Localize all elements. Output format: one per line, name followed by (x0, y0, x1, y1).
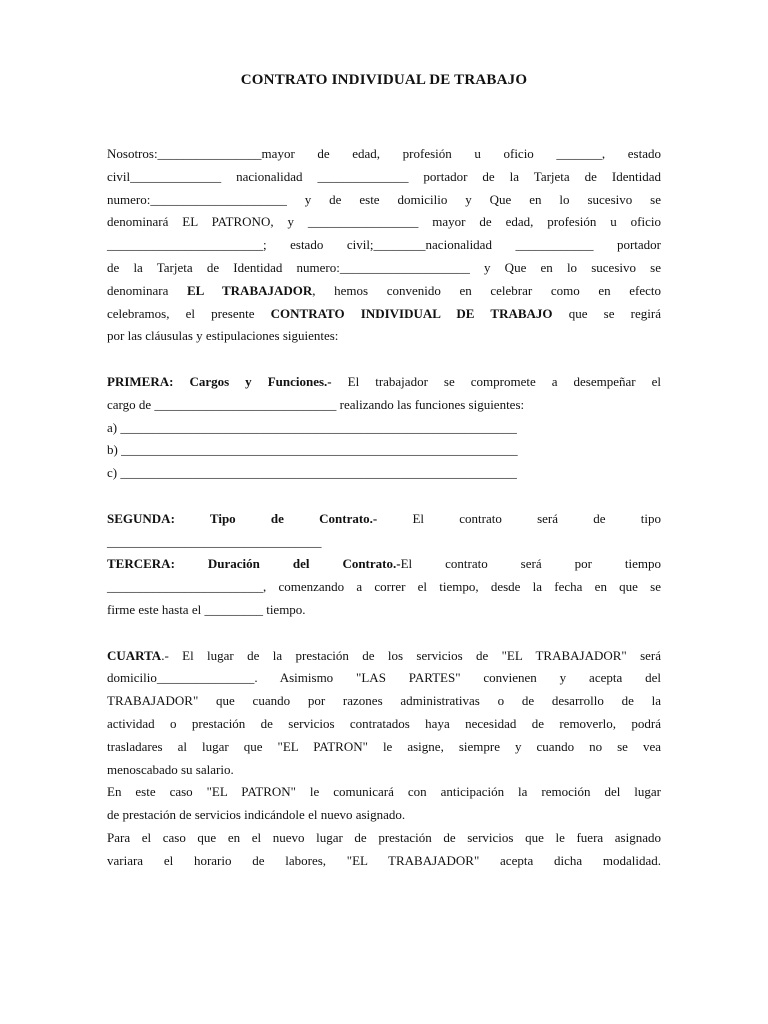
preamble-text: denominara (107, 282, 187, 298)
function-item: c) _____________________________________________________________ (107, 465, 517, 481)
contract-name: CONTRATO INDIVIDUAL DE TRABAJO (270, 305, 553, 321)
document-body (107, 143, 661, 873)
clause-line: cargo de ____________________________ realizando las funciones siguientes: (107, 396, 525, 412)
preamble-text: celebramos, el presente (107, 305, 271, 321)
clause-line: TRABAJADOR" que cuando por razones administrativas o de desarrollo de la (107, 693, 661, 709)
clause-primera (107, 371, 661, 394)
clause-line: En este caso "EL PATRON" le comunicará con anticipación la remoción del lugar (107, 784, 661, 800)
function-item: a) _____________________________________________________________ (107, 419, 517, 435)
clause-line: ________________________, comenzando a correr el tiempo, desde la fecha en que se (107, 579, 661, 595)
clause-text: .- El lugar de la prestación de los servicios de "EL TRABAJADOR" será (161, 647, 661, 663)
clause-text: El contrato será de tipo (377, 510, 661, 526)
party-employee: EL TRABAJADOR (186, 282, 313, 298)
function-item: b) _____________________________________________________________ (107, 442, 518, 458)
clause-line: _________________________________ (107, 533, 322, 549)
preamble-line: Nosotros:________________mayor de edad, profesión u oficio _______, estado (107, 146, 661, 161)
clause-heading: TERCERA: Duración del Contrato.- (107, 556, 401, 572)
preamble-line: numero:_____________________ y de este domicilio y Que en lo sucesivo se (107, 191, 661, 207)
preamble-line: civil______________ nacionalidad ______________ portador de la Tarjeta de Identidad (107, 168, 661, 184)
clause-heading: CUARTA (107, 647, 162, 663)
preamble-line (107, 280, 661, 303)
clause-line: de prestación de servicios indicándole el nuevo asignado. (107, 807, 406, 823)
clause-text: El contrato será por tiempo (400, 556, 661, 572)
preamble-line: denominará EL PATRONO, y _________________ mayor de edad, profesión u oficio (107, 214, 661, 230)
preamble-line: de la Tarjeta de Identidad numero:____________________ y Que en lo sucesivo se (107, 259, 661, 275)
clause-text: El trabajador se compromete a desempeñar el (331, 373, 662, 389)
document-title: CONTRATO INDIVIDUAL DE TRABAJO (240, 72, 528, 88)
preamble-line (107, 303, 661, 326)
preamble-text: que se regirá (552, 305, 661, 321)
clause-line: domicilio_______________. Asimismo "LAS PARTES" convienen y acepta del (107, 670, 661, 686)
clause-line: variara el horario de labores, "EL TRABAJADOR" acepta dicha modalidad. (107, 852, 661, 868)
clause-line: Para el caso que en el nuevo lugar de prestación de servicios que le fuera asignado (107, 829, 661, 845)
preamble-line: por las cláusulas y estipulaciones siguientes: (107, 328, 339, 344)
clause-line: menoscabado su salario. (107, 761, 234, 777)
preamble-text: , hemos convenido en celebrar como en efecto (312, 282, 661, 298)
preamble-line: ________________________; estado civil;________nacionalidad ____________ portador (107, 237, 661, 253)
clause-line: firme este hasta el _________ tiempo. (107, 601, 306, 617)
clause-line: actividad o prestación de servicios contratados haya necesidad de removerlo, podrá (107, 715, 661, 731)
clause-heading: PRIMERA: Cargos y Funciones.- (107, 373, 332, 389)
clause-tercera (107, 553, 661, 576)
clause-line: trasladares al lugar que "EL PATRON" le asigne, siempre y cuando no se vea (107, 738, 661, 754)
clause-heading: SEGUNDA: Tipo de Contrato.- (107, 510, 378, 526)
clause-cuarta (107, 645, 661, 668)
clause-segunda (107, 508, 661, 531)
